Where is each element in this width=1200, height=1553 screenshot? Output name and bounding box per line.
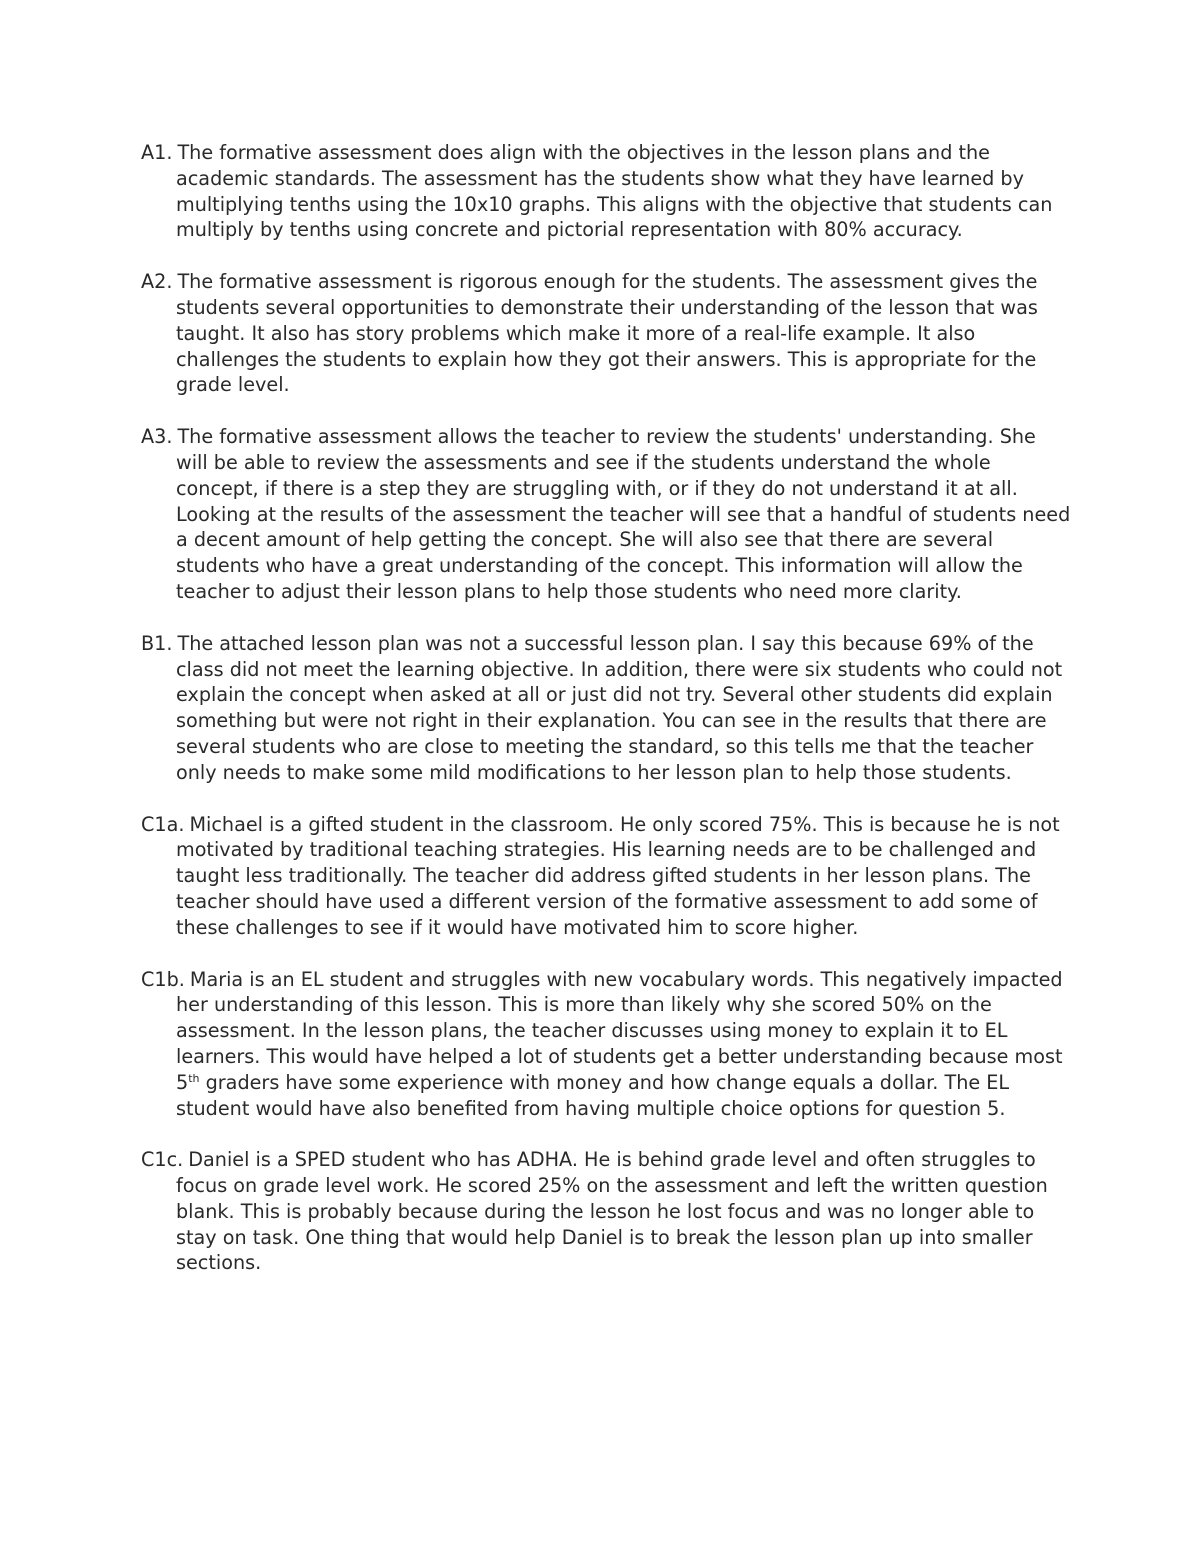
paragraph-text: The attached lesson plan was not a successful lesson plan. I say this because 69% of the class did not meet the learning objective. In addition, there were six students who could not explain the concept when asked at all or just did not try. Several other students did explain something but were not right in their explanation. You can see in the results that there are several students who are close to meeting the standard, so this tells me that the teacher only needs to make some mild modifications to her lesson plan to help those students.	[176, 631, 1063, 784]
paragraph-text: Daniel is a SPED student who has ADHA. He is behind grade level and often struggles to focus on grade level work. He scored 25% on the assessment and left the written question blank. This is probably because during the lesson he lost focus and was no longer able to stay on task. One thing that would help Daniel is to break the lesson plan up into smaller sections.	[176, 1148, 1048, 1275]
paragraph-a3	[141, 424, 1071, 605]
paragraph-b1	[141, 631, 1071, 786]
ordinal-superscript: th	[188, 1071, 200, 1085]
paragraph-label: A1.	[141, 141, 173, 164]
paragraph-label: A3.	[141, 425, 173, 449]
paragraph-text: The formative assessment is rigorous enough for the students. The assessment gives the students several opportunities to demonstrate their understanding of the lesson that was taught. It also has story problems which make it more of a real-life example. It also challenges the students to explain how they got their answers. This is appropriate for the grade level.	[176, 270, 1038, 397]
paragraph-c1c	[141, 1147, 1071, 1276]
paragraph-c1b	[141, 967, 1071, 1122]
paragraph-a2	[141, 269, 1071, 398]
paragraph-label: C1c.	[141, 1148, 184, 1172]
paragraph-text: The formative assessment does align with the objectives in the lesson plans and the academic standards. The assessment has the students show what they have learned by multiplying tenths using the 10x10 graphs. This aligns with the objective that students can multiply by tenths using concrete and pictorial representation with 80% accuracy.	[176, 141, 1053, 242]
paragraph-label: B1.	[141, 631, 173, 655]
paragraph-text-after: graders have some experience with money and how change equals a dollar. The EL student would have also benefited from having multiple choice options for question 5.	[176, 1070, 1010, 1120]
document-body	[141, 140, 1071, 1302]
paragraph-text-before: Maria is an EL student and struggles with new vocabulary words. This negatively impacted her understanding of this lesson. This is more than likely why she scored 50% on the assessment. In the lesson plans, the teacher discusses using money to explain it to EL learners. This would have helped a lot of students get a better understanding because most 5	[176, 967, 1063, 1094]
paragraph-label: C1b.	[141, 967, 185, 991]
paragraph-text: Michael is a gifted student in the classroom. He only scored 75%. This is because he is not motivated by traditional teaching strategies. His learning needs are to be challenged and taught less traditionally. The teacher did address gifted students in her lesson plans. The teacher should have used a different version of the formative assessment to add some of these challenges to see if it would have motivated him to score higher.	[176, 812, 1060, 939]
paragraph-c1a	[141, 812, 1071, 941]
paragraph-label: A2.	[141, 270, 173, 294]
paragraph-a1	[141, 140, 1071, 243]
paragraph-text: The formative assessment allows the teacher to review the students' understanding. She will be able to review the assessments and see if the students understand the whole concept, if there is a step they are struggling with, or if they do not understand it at all. Looking at the results of the assessment the teacher will see that a handful of students need a decent amount of help getting the concept. She will also see that there are several students who have a great understanding of the concept. This information will allow the teacher to adjust their lesson plans to help those students who need more clarity.	[176, 425, 1071, 603]
paragraph-label: C1a.	[141, 812, 185, 836]
